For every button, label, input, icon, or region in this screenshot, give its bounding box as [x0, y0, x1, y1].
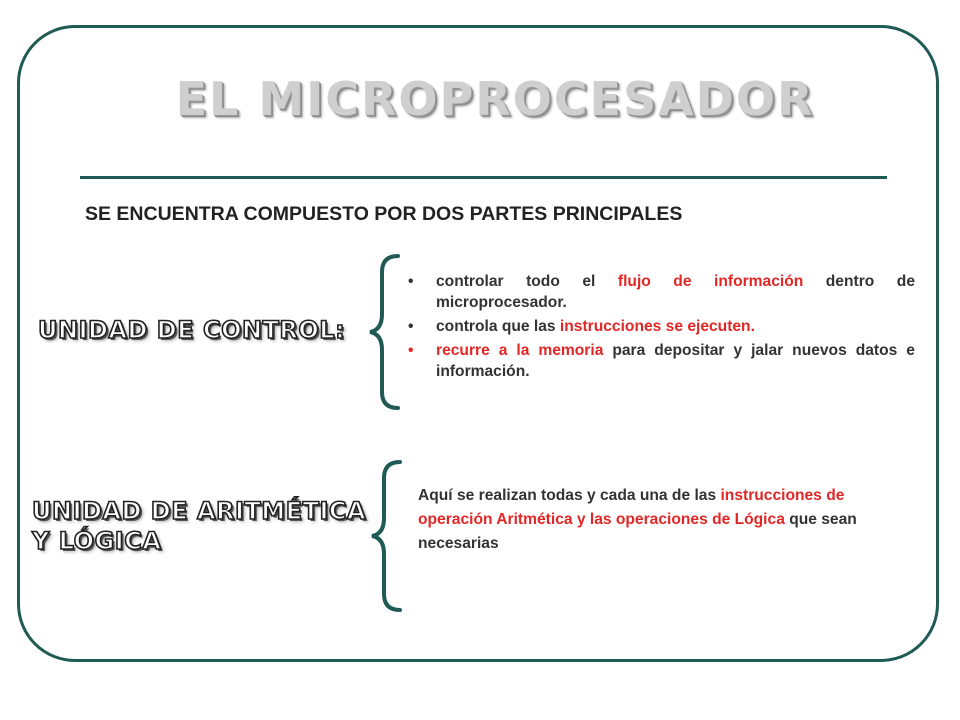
control-unit-bullet-list: [400, 271, 915, 385]
bullet-dot-icon: •: [408, 273, 414, 290]
highlighted-text: instrucciones de operación Aritmética y las operaciones de Lógica: [418, 487, 845, 528]
control-bullet-item: [400, 271, 915, 313]
description-text: Aquí se realizan todas y cada una de las: [418, 487, 721, 504]
control-bullet-item: [400, 316, 915, 337]
subtitle: SE ENCUENTRA COMPUESTO POR DOS PARTES PRINCIPALES: [85, 203, 683, 225]
description-text: que sean necesarias: [418, 511, 857, 552]
bullet-text: dentro de microprocesador.: [436, 273, 915, 311]
highlighted-text: flujo de información: [617, 273, 804, 290]
bullet-text: controlar todo el: [436, 273, 618, 290]
bullet-dot-icon: •: [408, 342, 414, 359]
alu-description: [418, 484, 873, 556]
alu-brace: [370, 456, 410, 618]
highlighted-text: instrucciones se ejecuten.: [559, 318, 755, 335]
page-title: EL MICROPROCESADOR: [175, 72, 815, 126]
title-divider: [80, 176, 887, 179]
bullet-text: para depositar y jalar nuevos datos e información.: [436, 342, 915, 380]
control-unit-label: UNIDAD DE CONTROL:: [38, 316, 346, 344]
highlighted-text: recurre a la memoria: [436, 342, 604, 359]
control-bullet-item: [400, 340, 915, 382]
bullet-dot-icon: •: [408, 318, 414, 335]
bullet-text: controla que las: [436, 318, 560, 335]
alu-label: UNIDAD DE ARITMÉTICA Y LÓGICA: [32, 497, 367, 555]
